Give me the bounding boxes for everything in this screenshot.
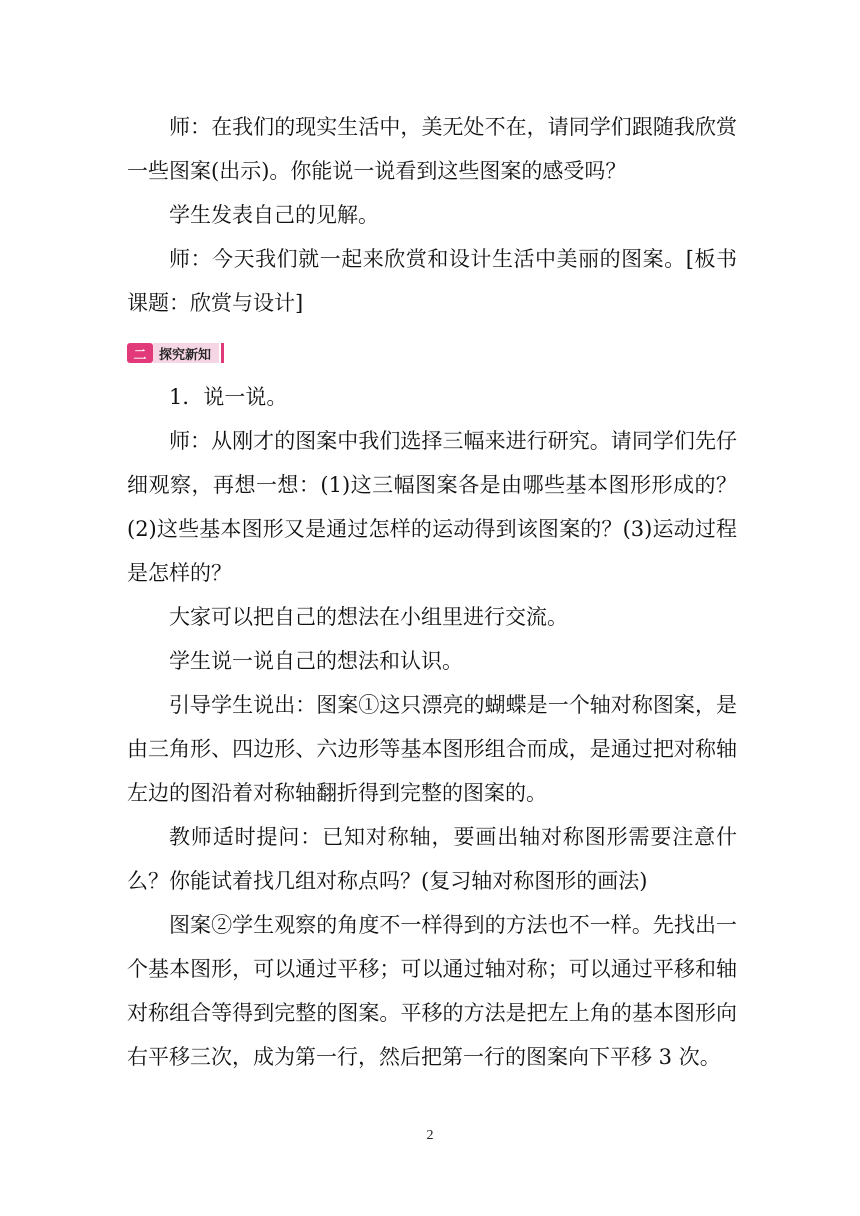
section-number-badge: 二 — [127, 343, 153, 363]
section-title: 探究新知 — [153, 343, 219, 363]
paragraph-teacher-question: 教师适时提问：已知对称轴，要画出轴对称图形需要注意什么？你能试着找几组对称点吗？(复习轴对称图形的画法) — [127, 825, 737, 893]
paragraph-group-discussion: 大家可以把自己的想法在小组里进行交流。 — [169, 605, 568, 629]
paragraph-student-views: 学生发表自己的见解。 — [169, 203, 379, 227]
paragraph-questions: 师：从刚才的图案中我们选择三幅来进行研究。请同学们先仔细观察，再想一想：(1)这三幅图案各是由哪些基本图形形成的？(2)这些基本图形又是通过怎样的运动得到该图案的？(3)运动过程是怎样的？ — [127, 429, 737, 585]
page-number: 2 — [426, 1128, 434, 1143]
paragraph-student-ideas: 学生说一说自己的想法和认识。 — [169, 649, 463, 673]
paragraph-topic: 师：今天我们就一起来欣赏和设计生活中美丽的图案。[板书课题：欣赏与设计] — [127, 247, 737, 315]
section-heading — [127, 343, 224, 363]
section-heading-bar — [221, 343, 224, 363]
paragraph-intro: 师：在我们的现实生活中，美无处不在，请同学们跟随我欣赏一些图案(出示)。你能说一说看到这些图案的感受吗？ — [127, 115, 737, 183]
paragraph-step-1: 1．说一说。 — [169, 385, 288, 409]
paragraph-pattern-1: 引导学生说出：图案①这只漂亮的蝴蝶是一个轴对称图案，是由三角形、四边形、六边形等基本图形组合而成，是通过把对称轴左边的图沿着对称轴翻折得到完整的图案的。 — [127, 693, 737, 805]
paragraph-pattern-2: 图案②学生观察的角度不一样得到的方法也不一样。先找出一个基本图形，可以通过平移；可以通过轴对称；可以通过平移和轴对称组合等得到完整的图案。平移的方法是把左上角的基本图形向右平移三次，成为第一行，然后把第一行的图案向下平移 3 次。 — [127, 913, 737, 1069]
